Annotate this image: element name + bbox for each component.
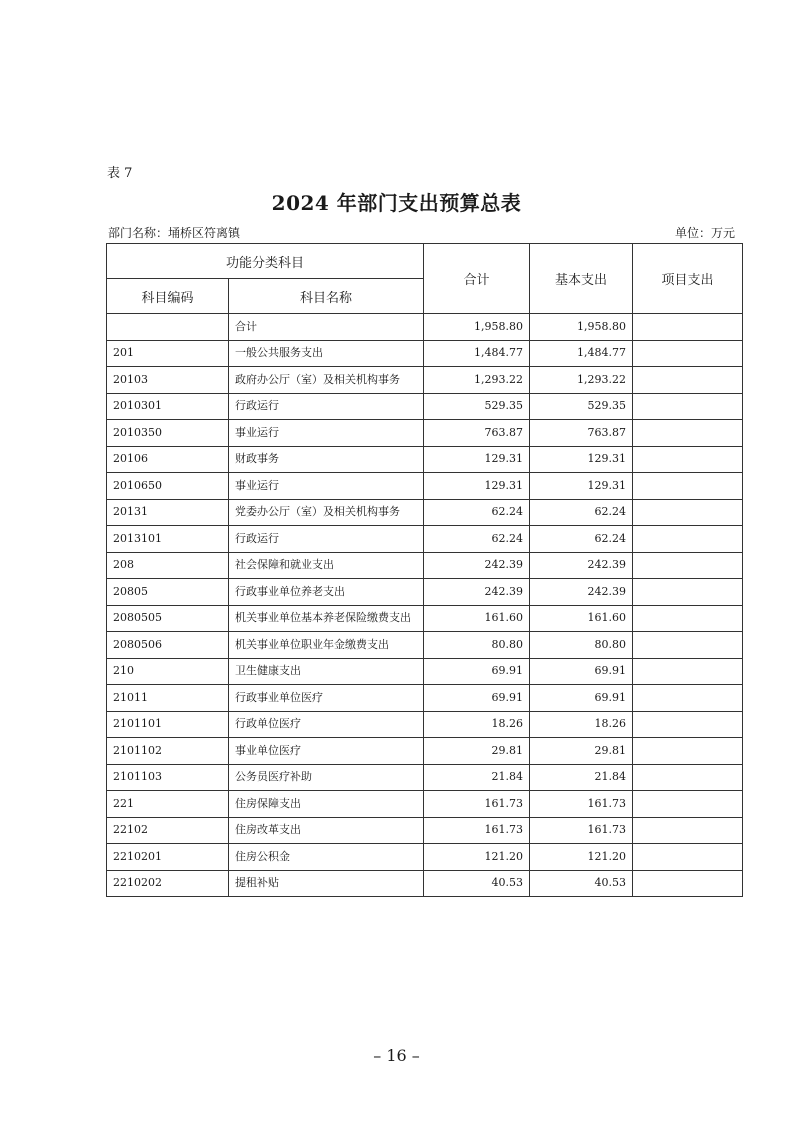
header-row-top xyxy=(107,244,743,279)
cell-total: 62.24 xyxy=(424,499,530,526)
cell-subject-code: 21011 xyxy=(107,685,229,712)
table-row xyxy=(107,791,743,818)
table-row xyxy=(107,817,743,844)
cell-subject-name: 政府办公厅（室）及相关机构事务 xyxy=(229,367,424,394)
cell-project-expenditure xyxy=(633,605,743,632)
department-name: 部门名称：埇桥区符离镇 xyxy=(108,226,241,240)
cell-project-expenditure xyxy=(633,632,743,659)
cell-subject-name: 公务员医疗补助 xyxy=(229,764,424,791)
cell-basic-expenditure: 80.80 xyxy=(530,632,633,659)
cell-total: 161.60 xyxy=(424,605,530,632)
table-row xyxy=(107,605,743,632)
cell-total: 121.20 xyxy=(424,844,530,871)
cell-subject-code: 2101103 xyxy=(107,764,229,791)
cell-total: 21.84 xyxy=(424,764,530,791)
document-title: 2024 年部门支出预算总表 xyxy=(271,191,522,215)
cell-project-expenditure xyxy=(633,446,743,473)
header-basic-expenditure: 基本支出 xyxy=(530,244,633,314)
cell-project-expenditure xyxy=(633,685,743,712)
cell-basic-expenditure: 129.31 xyxy=(530,473,633,500)
table-row xyxy=(107,314,743,341)
table-row xyxy=(107,844,743,871)
cell-subject-name: 行政单位医疗 xyxy=(229,711,424,738)
cell-subject-name: 党委办公厅（室）及相关机构事务 xyxy=(229,499,424,526)
table-row xyxy=(107,552,743,579)
table-row xyxy=(107,579,743,606)
cell-basic-expenditure: 21.84 xyxy=(530,764,633,791)
cell-basic-expenditure: 1,293.22 xyxy=(530,367,633,394)
header-total: 合计 xyxy=(424,244,530,314)
cell-basic-expenditure: 29.81 xyxy=(530,738,633,765)
table-row xyxy=(107,473,743,500)
cell-subject-code: 208 xyxy=(107,552,229,579)
cell-basic-expenditure: 62.24 xyxy=(530,526,633,553)
table-row xyxy=(107,738,743,765)
cell-subject-code: 2210201 xyxy=(107,844,229,871)
cell-subject-code: 2013101 xyxy=(107,526,229,553)
cell-subject-name: 住房公积金 xyxy=(229,844,424,871)
cell-basic-expenditure: 18.26 xyxy=(530,711,633,738)
cell-project-expenditure xyxy=(633,420,743,447)
cell-project-expenditure xyxy=(633,340,743,367)
table-row xyxy=(107,632,743,659)
cell-basic-expenditure: 69.91 xyxy=(530,658,633,685)
cell-project-expenditure xyxy=(633,552,743,579)
cell-basic-expenditure: 121.20 xyxy=(530,844,633,871)
cell-basic-expenditure: 69.91 xyxy=(530,685,633,712)
cell-subject-code: 2010301 xyxy=(107,393,229,420)
cell-subject-name: 行政事业单位医疗 xyxy=(229,685,424,712)
cell-subject-name: 提租补贴 xyxy=(229,870,424,897)
cell-project-expenditure xyxy=(633,473,743,500)
cell-subject-name: 事业运行 xyxy=(229,420,424,447)
cell-total: 161.73 xyxy=(424,817,530,844)
cell-total: 242.39 xyxy=(424,579,530,606)
cell-total: 129.31 xyxy=(424,446,530,473)
table-row xyxy=(107,658,743,685)
table-row xyxy=(107,446,743,473)
cell-project-expenditure xyxy=(633,791,743,818)
cell-subject-name: 行政运行 xyxy=(229,526,424,553)
cell-total: 69.91 xyxy=(424,685,530,712)
cell-subject-code: 210 xyxy=(107,658,229,685)
cell-subject-name: 住房保障支出 xyxy=(229,791,424,818)
cell-total: 242.39 xyxy=(424,552,530,579)
unit-label: 单位：万元 xyxy=(674,226,735,240)
cell-basic-expenditure: 161.73 xyxy=(530,791,633,818)
cell-subject-name: 住房改革支出 xyxy=(229,817,424,844)
cell-subject-code: 2010350 xyxy=(107,420,229,447)
cell-total: 763.87 xyxy=(424,420,530,447)
cell-project-expenditure xyxy=(633,526,743,553)
cell-project-expenditure xyxy=(633,870,743,897)
cell-total: 18.26 xyxy=(424,711,530,738)
table-row xyxy=(107,393,743,420)
cell-subject-name: 卫生健康支出 xyxy=(229,658,424,685)
cell-subject-code: 221 xyxy=(107,791,229,818)
table-row xyxy=(107,420,743,447)
cell-subject-code xyxy=(107,314,229,341)
table-label: 表 7 xyxy=(107,166,133,181)
cell-subject-code: 2210202 xyxy=(107,870,229,897)
header-subject-name: 科目名称 xyxy=(229,279,424,314)
cell-total: 40.53 xyxy=(424,870,530,897)
cell-basic-expenditure: 1,958.80 xyxy=(530,314,633,341)
cell-project-expenditure xyxy=(633,711,743,738)
table-body xyxy=(107,314,743,897)
cell-project-expenditure xyxy=(633,579,743,606)
table-row xyxy=(107,870,743,897)
cell-basic-expenditure: 129.31 xyxy=(530,446,633,473)
cell-subject-code: 20805 xyxy=(107,579,229,606)
cell-total: 69.91 xyxy=(424,658,530,685)
cell-subject-name: 社会保障和就业支出 xyxy=(229,552,424,579)
cell-basic-expenditure: 529.35 xyxy=(530,393,633,420)
cell-basic-expenditure: 62.24 xyxy=(530,499,633,526)
cell-basic-expenditure: 242.39 xyxy=(530,552,633,579)
header-project-expenditure: 项目支出 xyxy=(633,244,743,314)
cell-subject-name: 一般公共服务支出 xyxy=(229,340,424,367)
header-function-category: 功能分类科目 xyxy=(107,244,424,279)
cell-subject-name: 行政运行 xyxy=(229,393,424,420)
cell-project-expenditure xyxy=(633,499,743,526)
cell-project-expenditure xyxy=(633,314,743,341)
cell-total: 1,958.80 xyxy=(424,314,530,341)
page-number: – 16 – xyxy=(373,1046,420,1065)
cell-subject-code: 22102 xyxy=(107,817,229,844)
cell-basic-expenditure: 161.60 xyxy=(530,605,633,632)
cell-subject-name: 合计 xyxy=(229,314,424,341)
cell-basic-expenditure: 1,484.77 xyxy=(530,340,633,367)
table-row xyxy=(107,499,743,526)
cell-subject-code: 20103 xyxy=(107,367,229,394)
cell-subject-code: 2101102 xyxy=(107,738,229,765)
cell-subject-code: 2010650 xyxy=(107,473,229,500)
cell-project-expenditure xyxy=(633,764,743,791)
cell-subject-name: 行政事业单位养老支出 xyxy=(229,579,424,606)
cell-subject-code: 2080505 xyxy=(107,605,229,632)
header-subject-code: 科目编码 xyxy=(107,279,229,314)
cell-total: 62.24 xyxy=(424,526,530,553)
cell-subject-code: 20131 xyxy=(107,499,229,526)
table-row xyxy=(107,685,743,712)
cell-project-expenditure xyxy=(633,738,743,765)
table-row xyxy=(107,711,743,738)
cell-project-expenditure xyxy=(633,393,743,420)
table-row xyxy=(107,340,743,367)
table-row xyxy=(107,526,743,553)
cell-basic-expenditure: 40.53 xyxy=(530,870,633,897)
cell-project-expenditure xyxy=(633,658,743,685)
cell-subject-code: 2101101 xyxy=(107,711,229,738)
cell-project-expenditure xyxy=(633,844,743,871)
cell-subject-code: 2080506 xyxy=(107,632,229,659)
cell-basic-expenditure: 242.39 xyxy=(530,579,633,606)
cell-total: 80.80 xyxy=(424,632,530,659)
cell-total: 529.35 xyxy=(424,393,530,420)
cell-project-expenditure xyxy=(633,817,743,844)
table-row xyxy=(107,367,743,394)
cell-subject-name: 事业单位医疗 xyxy=(229,738,424,765)
cell-subject-name: 财政事务 xyxy=(229,446,424,473)
table-row xyxy=(107,764,743,791)
cell-subject-name: 机关事业单位基本养老保险缴费支出 xyxy=(229,605,424,632)
cell-subject-code: 201 xyxy=(107,340,229,367)
cell-total: 29.81 xyxy=(424,738,530,765)
cell-basic-expenditure: 161.73 xyxy=(530,817,633,844)
cell-total: 1,293.22 xyxy=(424,367,530,394)
cell-project-expenditure xyxy=(633,367,743,394)
cell-subject-name: 事业运行 xyxy=(229,473,424,500)
budget-table xyxy=(106,243,743,897)
cell-total: 161.73 xyxy=(424,791,530,818)
cell-subject-name: 机关事业单位职业年金缴费支出 xyxy=(229,632,424,659)
cell-basic-expenditure: 763.87 xyxy=(530,420,633,447)
cell-subject-code: 20106 xyxy=(107,446,229,473)
cell-total: 129.31 xyxy=(424,473,530,500)
cell-total: 1,484.77 xyxy=(424,340,530,367)
